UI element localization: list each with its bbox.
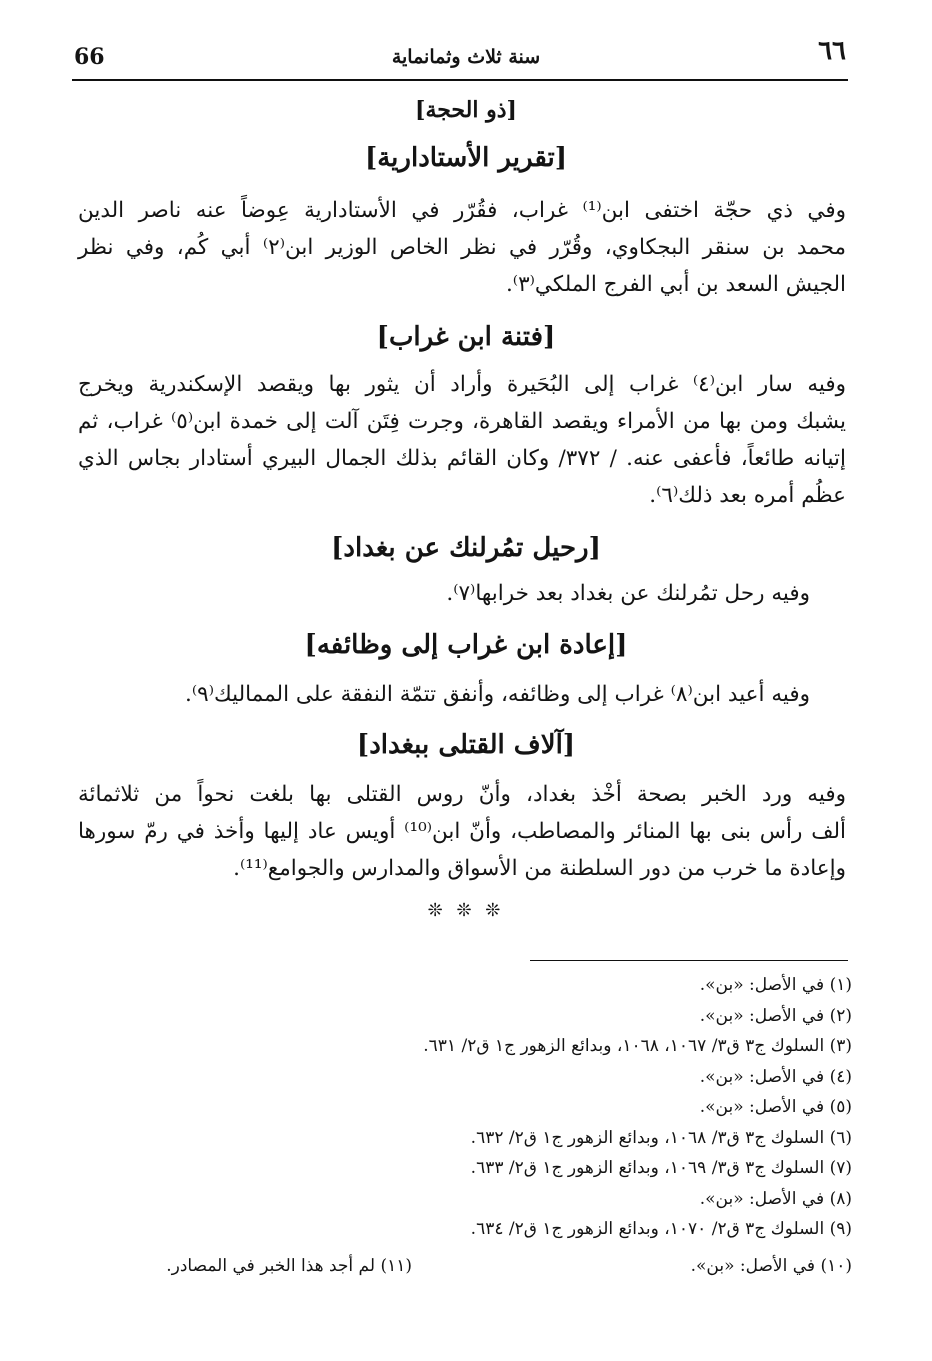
footnote: (٧) السلوك ج٣ ق٣/ ١٠٦٩، وبدائع الزهور ج١ ق٢/ ٦٣٣. bbox=[470, 1158, 852, 1178]
paragraph-line: وفيه ورد الخبر بصحة أخْذ بغداد، وأنّ روس القتلى بها بلغت نحواً من ثلاثمائة bbox=[78, 782, 846, 807]
paragraph-line: وإعادة ما خرب من دور السلطنة من الأسواق والمدارس والجوامع⁽¹¹⁾. bbox=[233, 856, 846, 881]
paragraph-line: وفيه سار ابن⁽٤⁾ غراب إلى البُحَيرة وأراد أن يثور بها ويقصد الإسكندرية ويخرج bbox=[78, 372, 847, 397]
paragraph-3 bbox=[78, 575, 846, 612]
page-number-arabic: ٦٦ bbox=[818, 36, 846, 66]
footnote: (١١) لم أجد هذا الخبر في المصادر. bbox=[166, 1256, 412, 1276]
footnote: (٩) السلوك ج٣ ق٢/ ١٠٧٠، وبدائع الزهور ج١ ق٢/ ٦٣٤. bbox=[470, 1219, 852, 1239]
section-separator: ❊ ❊ ❊ bbox=[427, 900, 505, 921]
footnotes bbox=[332, 970, 852, 1245]
footnote: (٢) في الأصل: «بن». bbox=[699, 1005, 852, 1026]
paragraph-5 bbox=[78, 776, 846, 887]
footnote-rule bbox=[530, 960, 848, 961]
footnote: (٥) في الأصل: «بن». bbox=[699, 1097, 852, 1117]
section-heading-4: [إعادة ابن غراب إلى وظائفه] bbox=[304, 630, 628, 660]
running-title: سنة ثلاث وثمانماية bbox=[391, 46, 541, 68]
footnote: (٣) السلوك ج٣ ق٣/ ١٠٦٧، ١٠٦٨، وبدائع الزهور ج١ ق٢/ ٦٣١. bbox=[423, 1036, 852, 1056]
footnote: (٦) السلوك ج٣ ق٣/ ١٠٦٨، وبدائع الزهور ج١ ق٢/ ٦٣٢. bbox=[470, 1127, 852, 1148]
paragraph-2 bbox=[78, 366, 846, 514]
paragraph-4 bbox=[78, 676, 846, 713]
footnote: (١٠) في الأصل: «بن». bbox=[690, 1256, 852, 1276]
paragraph-line: وفيه أعيد ابن⁽٨⁾ غراب إلى وظائفه، وأنفق تتمّة النفقة على المماليك⁽٩⁾. bbox=[185, 682, 810, 707]
paragraph-line: وفي ذي حجّة اختفى ابن⁽¹⁾ غراب، فقُرّر في الأستادارية عِوضاً عنه ناصر الدين bbox=[78, 198, 846, 223]
paragraph-line: وفيه رحل تمُرلنك عن بغداد بعد خرابها⁽٧⁾. bbox=[446, 581, 810, 606]
month-heading: [ذو الحجة] bbox=[415, 97, 517, 123]
paragraph-line: الجيش السعد بن أبي الفرج الملكي⁽٣⁾. bbox=[505, 272, 846, 297]
section-heading-3: [رحيل تمُرلنك عن بغداد] bbox=[331, 533, 601, 563]
paragraph-line: إتيانه طائعاً، فأعفى عنه. / ٣٧٢/ وكان القائم بذلك الجمال البيري أستادار بجاس الذي bbox=[78, 446, 846, 471]
header-rule bbox=[72, 79, 848, 81]
paragraph-line: ألف رأس بنى بها المنائر والمصاطب، وأنّ ابن⁽¹⁰⁾ أويس عاد إليها وأخذ في رمّ سورها bbox=[78, 819, 847, 844]
paragraph-line: عظُم أمره بعد ذلك⁽٦⁾. bbox=[649, 483, 846, 508]
footnote: (١) في الأصل: «بن». bbox=[699, 975, 852, 995]
section-heading-1: [تقرير الأستادارية] bbox=[364, 143, 568, 173]
footnote: (٤) في الأصل: «بن». bbox=[699, 1066, 852, 1087]
section-heading-2: [فتنة ابن غراب] bbox=[376, 322, 556, 352]
page-number-latin: 66 bbox=[74, 44, 105, 70]
paragraph-1 bbox=[78, 192, 846, 303]
footnote: (٨) في الأصل: «بن». bbox=[699, 1188, 852, 1209]
paragraph-line: محمد بن سنقر البجكاوي، وقُرّر في نظر الخاص الوزير ابن⁽٢⁾ أبي كُم، وفي نظر bbox=[78, 235, 847, 260]
section-heading-5: [آلاف القتلى ببغداد] bbox=[356, 730, 576, 760]
paragraph-line: يشبك ومن بها من الأمراء ويقصد القاهرة، وجرت فِتَن آلت إلى خمدة ابن⁽٥⁾ غراب، ثم bbox=[78, 409, 846, 434]
